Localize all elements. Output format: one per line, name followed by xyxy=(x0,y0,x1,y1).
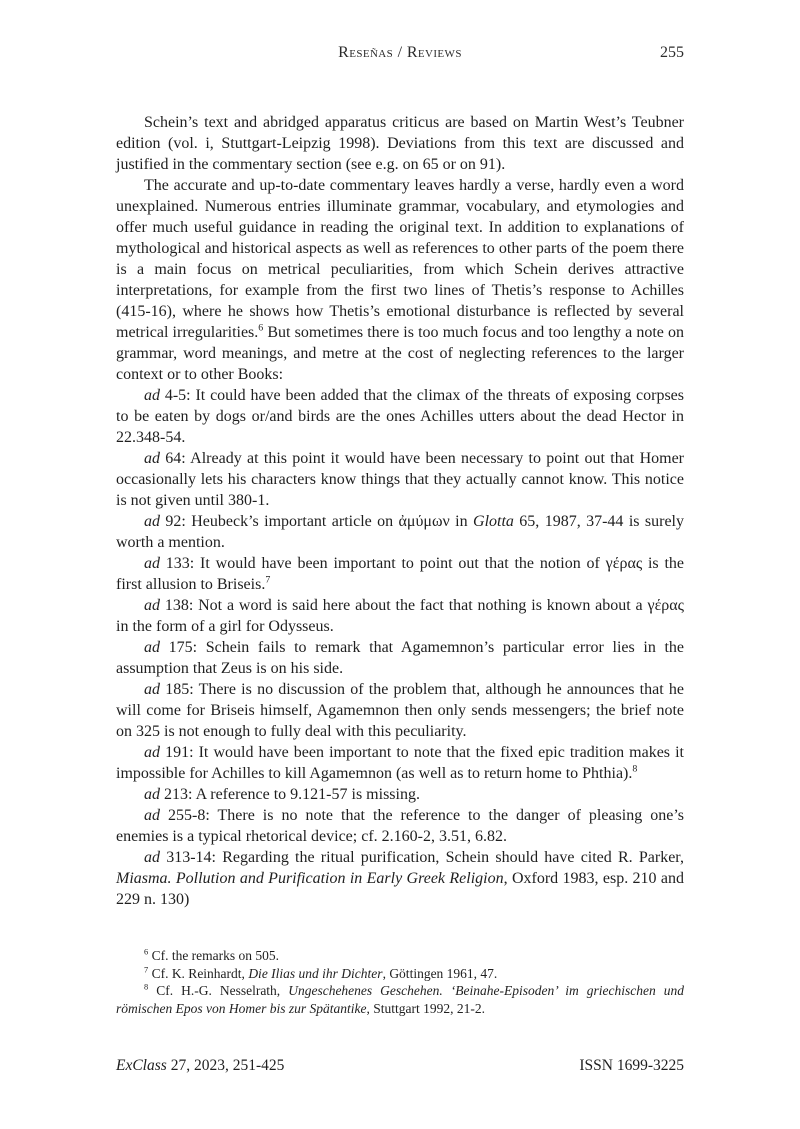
paragraph: ad 191: It would have been important to note that the fixed epic tradition makes it impossible for Achilles to kill Agamemnon (as well as to return home to Phthia).$^8$ xyxy=(116,744,684,782)
paragraph: ad 175: Schein fails to remark that Agamemnon’s particular error lies in the assumption that Zeus is on his side. xyxy=(116,639,684,677)
footnote: $^6$ Cf. the remarks on 505. xyxy=(144,947,280,963)
paragraph: ad 133: It would have been important to point out that the notion of γέρας is the first allusion to Briseis.$^7$ xyxy=(116,555,684,593)
footnote: $^7$ Cf. K. Reinhardt, Die Ilias und ihr Dichter, Göttingen 1961, 47. xyxy=(144,965,498,981)
review-body xyxy=(116,112,684,910)
paragraph: ad 92: Heubeck’s important article on ἀμύμων in Glotta 65, 1987, 37-44 is surely worth a mention. xyxy=(116,513,684,551)
page-number: 255 xyxy=(660,44,684,61)
paragraph: ad 213: A reference to 9.121-57 is missing. xyxy=(144,786,420,803)
running-title: Reseñas / Reviews xyxy=(338,44,462,61)
paragraph: ad 64: Already at this point it would have been necessary to point out that Homer occasionally lets his characters know things that they actually cannot know. This notice is not given until 380-1. xyxy=(116,450,684,509)
paragraph: ad 138: Not a word is said here about the fact that nothing is known about a γέρας in the form of a girl for Odysseus. xyxy=(116,597,684,635)
paragraph: The accurate and up-to-date commentary leaves hardly a verse, hardly even a word unexplained. Numerous entries illuminate grammar, vocabulary, and etymologies and offer much useful guidance in reading the original text. In addition to explanations of mythological and historical aspects as well as references to other parts of the poem there is a main focus on metrical peculiarities, from which Schein derives attractive interpretations, for example from the first two lines of Thetis’s response to Achilles (415-16), where he shows how Thetis’s emotional disturbance is reflected by several metrical irregularities.$^6$ But sometimes there is too much focus and too lengthy a note on grammar, word meanings, and metre at the cost of neglecting references to the larger context or to other Books: xyxy=(116,177,685,383)
journal-reference: ExClass 27, 2023, 251-425 xyxy=(116,1057,285,1074)
paragraph: ad 185: There is no discussion of the problem that, although he announces that he will come for Briseis himself, Agamemnon then only sends messengers; the brief note on 325 is not enough to fully deal with this peculiarity. xyxy=(116,681,684,740)
paragraph: ad 255-8: There is no note that the reference to the danger of pleasing one’s enemies is a typical rhetorical device; cf. 2.160-2, 3.51, 6.82. xyxy=(116,807,684,845)
page-header xyxy=(116,44,684,66)
page-footer xyxy=(116,1057,684,1077)
footnotes-block xyxy=(116,947,684,1017)
paragraph: ad 4-5: It could have been added that the climax of the threats of exposing corpses to be eaten by dogs or/and birds are the ones Achilles utters about the dead Hector in 22.348-54. xyxy=(116,387,684,446)
issn-label: ISSN 1699-3225 xyxy=(579,1057,684,1074)
footnote: $^8$ Cf. H.-G. Nesselrath, Ungeschehenes Geschehen. ‘Beinahe-Episoden’ im griechischen und römischen Epos von Homer bis zur Spätantike, Stuttgart 1992, 21-2. xyxy=(116,982,684,1016)
paragraph: Schein’s text and abridged apparatus criticus are based on Martin West’s Teubner edition (vol. i, Stuttgart-Leipzig 1998). Deviations from this text are discussed and justified in the commentary section (see e.g. on 65 or on 91). xyxy=(116,114,684,173)
paragraph: ad 313-14: Regarding the ritual purification, Schein should have cited R. Parker, Miasma. Pollution and Purification in Early Greek Religion, Oxford 1983, esp. 210 and 229 n. 130) xyxy=(116,849,684,908)
